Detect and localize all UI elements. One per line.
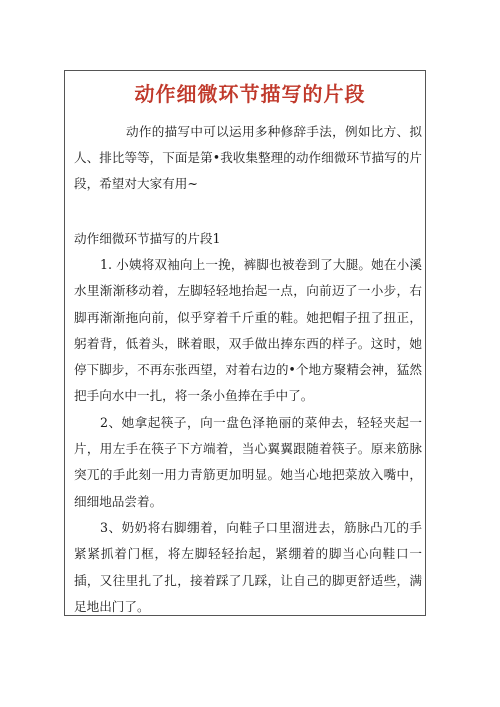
intro-paragraph: 动作的描写中可以运用多种修辞手法，例如比方、拟人、排比等等，下面是第•我收集整理的动作细微环节描写的片段，希望对大家有用~: [74, 124, 422, 191]
content-body: [74, 252, 422, 620]
paragraph-3: 3、奶奶将右脚绷着，向鞋子口里溜进去，筋脉凸兀的手紧紧抓着门框，将左脚轻轻抬起，紧绷着的脚当心向鞋口一插，又往里扎了扎，接着踩了几踩，让自己的脚更舒适些，满足地出门了。: [74, 519, 422, 614]
section-heading: 动作细微环节描写的片段1: [74, 231, 221, 246]
paragraph-1: 1. 小姨将双袖向上一挽，裤脚也被卷到了大腿。她在小溪水里渐渐移动着，左脚轻轻地抬起一点，向前迈了一小步，右脚再渐渐拖向前，似乎穿着千斤重的鞋。她把帽子扭了扭正，躬着背，低着头，眯着眼，双手做出捧东西的样子。这时，她停下脚步，不再东张西望，对着右边的•个地方聚精会神，猛然把手向水中一扎，将一条小鱼捧在手中了。: [74, 257, 422, 404]
paragraph-2: 2、她拿起筷子，向一盘色泽艳丽的菜伸去，轻轻夹起一片，用左手在筷子下方端着，当心翼翼跟随着筷子。原来筋脉突兀的手此刻一用力青筋更加明显。她当心地把菜放入嘴中，细细地品尝着。: [74, 414, 422, 509]
document-title: 动作细微环节描写的片段: [134, 82, 366, 106]
